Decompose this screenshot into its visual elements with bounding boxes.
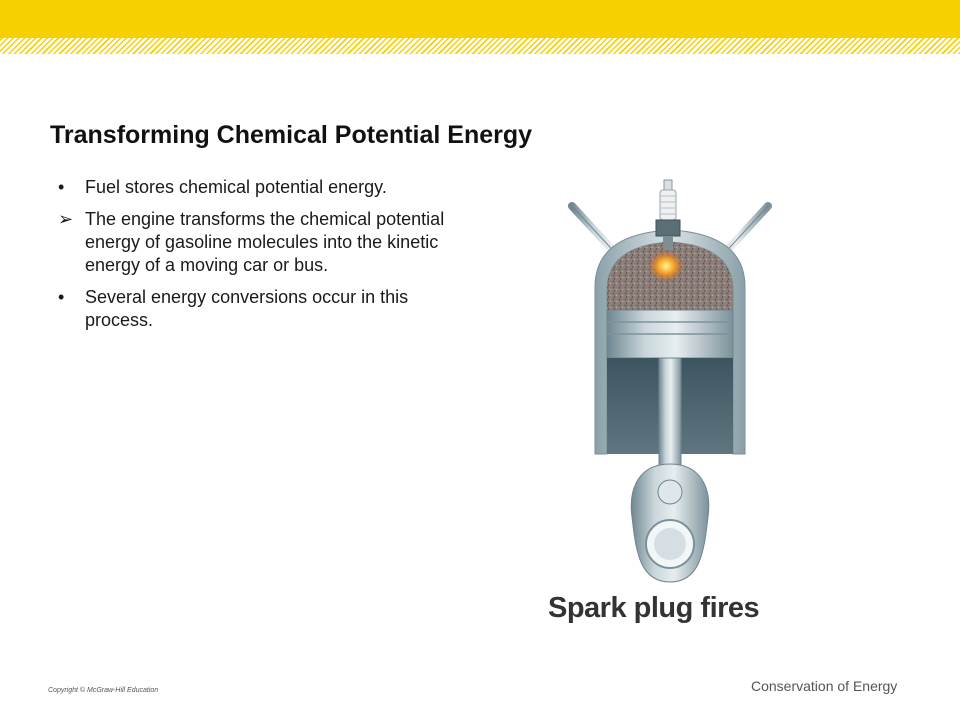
bullet-marker: • bbox=[58, 177, 65, 197]
engine-cylinder-illustration bbox=[540, 172, 800, 642]
slide-title: Transforming Chemical Potential Energy bbox=[50, 121, 533, 149]
bullet-text: The engine transforms the chemical potential energy of gasoline molecules into the kinetic energy of a moving car or bus. bbox=[85, 209, 445, 275]
header-hatch-band bbox=[0, 38, 960, 54]
bullet-item bbox=[58, 208, 473, 277]
bullet-text: Fuel stores chemical potential energy. bbox=[85, 177, 387, 197]
bullet-list bbox=[58, 176, 473, 341]
bullet-marker: • bbox=[58, 287, 65, 307]
bullet-item bbox=[58, 176, 473, 199]
copyright-notice: Copyright © McGraw-Hill Education bbox=[48, 687, 159, 694]
figure-caption: Spark plug fires bbox=[548, 592, 760, 624]
spark-flame bbox=[648, 250, 684, 282]
arrow-bullet-marker: ➢ bbox=[58, 209, 74, 229]
bullet-item bbox=[58, 286, 473, 332]
section-label: Conservation of Energy bbox=[751, 678, 898, 694]
header-bar bbox=[0, 0, 960, 38]
bullet-text: Several energy conversions occur in this process. bbox=[85, 287, 409, 330]
